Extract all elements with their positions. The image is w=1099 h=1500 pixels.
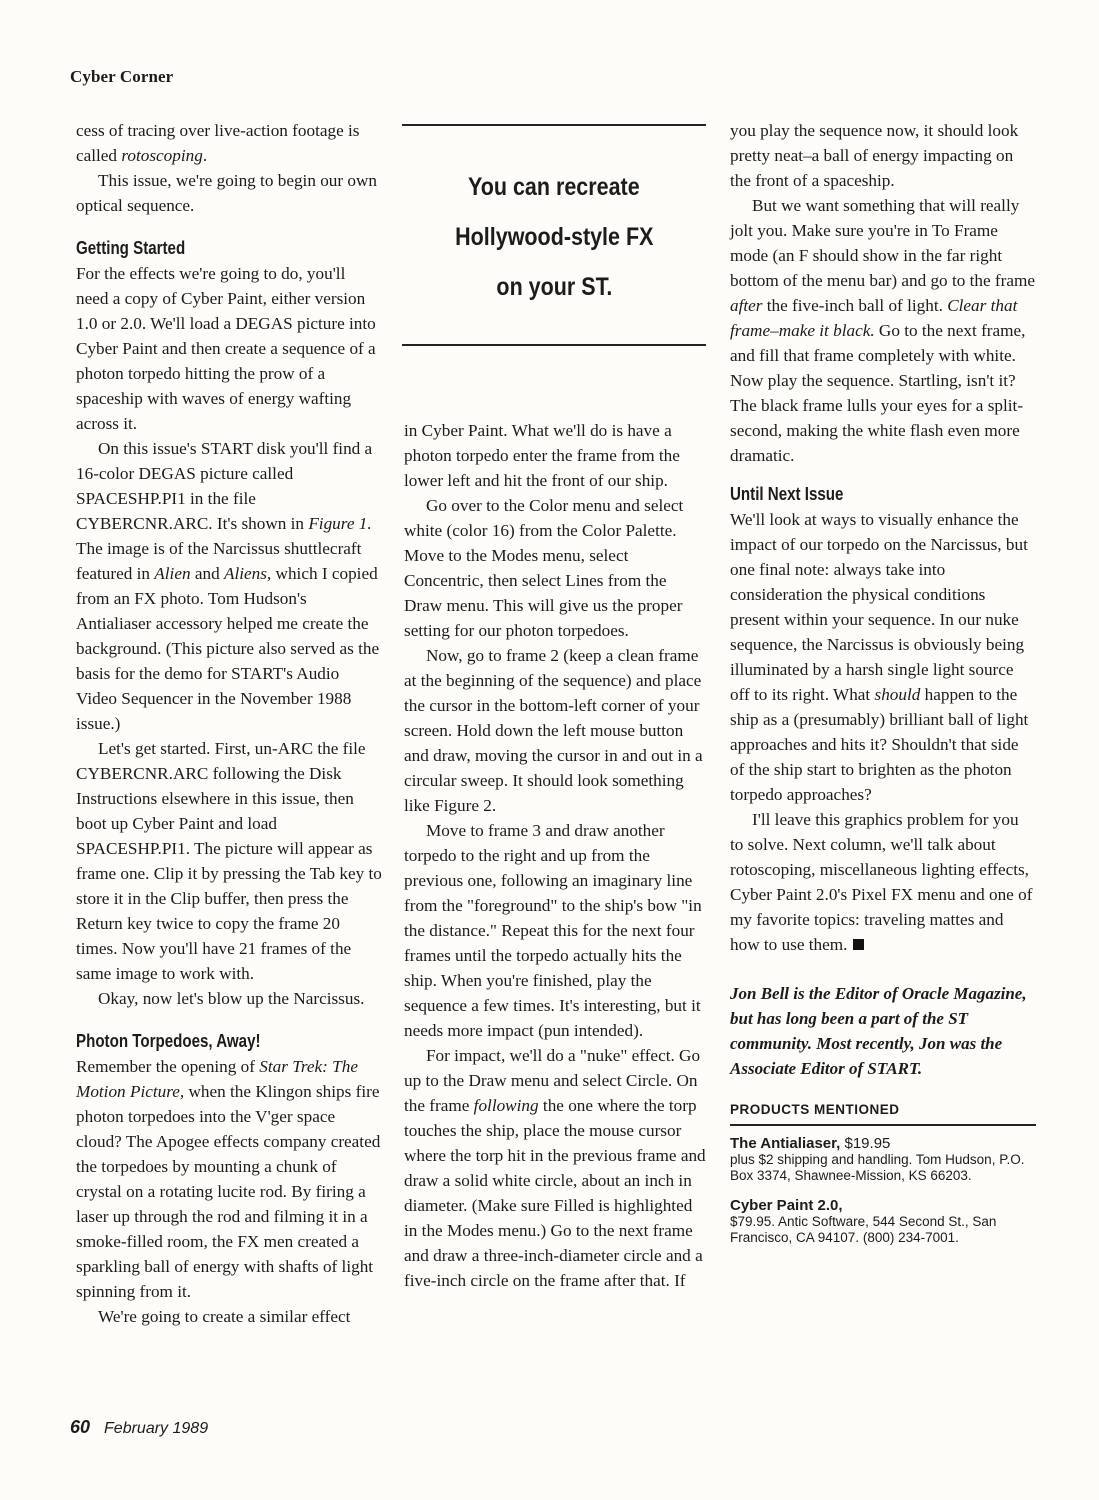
paragraph: For the effects we're going to do, you'll need a copy of Cyber Paint, either version 1.0 or 2.0. We'll load a DEGAS picture into Cyber Paint and then create a sequence of a photon torpedo hitting the prow of a spaceship with waves of energy wafting across it. bbox=[76, 264, 376, 433]
products-mentioned-heading: PRODUCTS MENTIONED bbox=[730, 1097, 1036, 1126]
section-title: Cyber Corner bbox=[70, 67, 174, 86]
end-mark-icon bbox=[853, 939, 864, 950]
column-3 bbox=[730, 118, 1036, 1246]
subheading-until-next-issue: Until Next Issue bbox=[730, 484, 844, 504]
product-price: $19.95 bbox=[840, 1135, 891, 1152]
page-number: 60 bbox=[70, 1417, 91, 1437]
paragraph: We'll look at ways to visually enhance the impact of our torpedo on the Narcissus, but one final note: always take into consideration the physical conditions present within your sequence. In our nuke sequence, the Narcissus is obviously being illuminated by a harsh single light source off to its right. What should happen to the ship as a (presumably) brilliant ball of light approaches and hits it? Shouldn't that side of the ship start to brighten as the photon torpedo approaches? bbox=[730, 510, 1029, 804]
issue-date: February 1989 bbox=[104, 1420, 209, 1437]
product-entry bbox=[730, 1136, 1036, 1184]
paragraph: Let's get started. First, un-ARC the file CYBERCNR.ARC following the Disk Instructions elsewhere in this issue, then boot up Cyber Paint and load SPACESHP.PI1. The picture will appear as frame one. Clip it by pressing the Tab key to store it in the Clip buffer, then press the Return key twice to copy the frame 20 times. Now you'll have 21 frames of the same image to work with. bbox=[76, 739, 382, 983]
paragraph: But we want something that will really jolt you. Make sure you're in To Frame mode (an F should show in the far right bottom of the menu bar) and go to the frame after the five-inch ball of light. Clear that frame–make it black. Go to the next frame, and fill that frame completely with white. Now play the sequence. Startling, isn't it? The black frame lulls your eyes for a split-second, making the white flash even more dramatic. bbox=[730, 196, 1035, 465]
pull-quote-line: on your ST. bbox=[496, 273, 612, 301]
product-details: plus $2 shipping and handling. Tom Hudson, P.O. Box 3374, Shawnee-Mission, KS 66203. bbox=[730, 1152, 1025, 1183]
subheading-getting-started: Getting Started bbox=[76, 238, 186, 258]
column-2 bbox=[404, 418, 708, 1293]
product-entry bbox=[730, 1198, 1036, 1246]
paragraph: Okay, now let's blow up the Narcissus. bbox=[98, 989, 365, 1008]
paragraph: We're going to create a similar effect bbox=[98, 1307, 351, 1326]
product-name: Cyber Paint 2.0, bbox=[730, 1197, 843, 1214]
product-name: The Antialiaser, bbox=[730, 1135, 841, 1152]
paragraph: cess of tracing over live-action footage is called rotoscoping. bbox=[76, 121, 360, 165]
product-details: $79.95. Antic Software, 544 Second St., San Francisco, CA 94107. (800) 234-7001. bbox=[730, 1214, 997, 1245]
paragraph: I'll leave this graphics problem for you to solve. Next column, we'll talk about rotoscoping, miscellaneous lighting effects, Cyber Paint 2.0's Pixel FX menu and one of my favorite topics: traveling mattes and how to use them. bbox=[730, 810, 1033, 954]
paragraph: Now, go to frame 2 (keep a clean frame at the beginning of the sequence) and place the cursor in the bottom-left corner of your screen. Hold down the left mouse button and draw, moving the cursor in and out in a circular sweep. It should look something like Figure 2. bbox=[404, 646, 703, 815]
paragraph: in Cyber Paint. What we'll do is have a photon torpedo enter the frame from the lower left and hit the front of our ship. bbox=[404, 421, 680, 490]
paragraph: Go over to the Color menu and select white (color 16) from the Color Palette. Move to the Modes menu, select Concentric, then select Lines from the Draw menu. This will give us the proper setting for our photon torpedoes. bbox=[404, 496, 684, 640]
paragraph: This issue, we're going to begin our own optical sequence. bbox=[76, 171, 378, 215]
paragraph: Remember the opening of Star Trek: The Motion Picture, when the Klingon ships fire photon torpedoes into the V'ger space cloud? The Apogee effects company created the torpedoes by mounting a chunk of crystal on a rotating lucite rod. By firing a laser up through the rod and filming it in a smoke-filled room, the FX men created a sparkling ball of energy with shafts of light spinning from it. bbox=[76, 1057, 381, 1301]
paragraph: Move to frame 3 and draw another torpedo to the right and up from the previous one, following an imaginary line from the "foreground" to the ship's bow "in the distance." Repeat this for the next four frames until the torpedo actually hits the ship. When you're finished, play the sequence a few times. It's interesting, but it needs more impact (pun intended). bbox=[404, 821, 702, 1040]
pull-quote bbox=[402, 124, 706, 346]
page-footer bbox=[70, 1417, 208, 1438]
paragraph: you play the sequence now, it should look pretty neat–a ball of energy impacting on the front of a spaceship. bbox=[730, 121, 1019, 190]
paragraph: On this issue's START disk you'll find a 16-color DEGAS picture called SPACESHP.PI1 in the file CYBERCNR.ARC. It's shown in Figure 1. The image is of the Narcissus shuttlecraft featured in Alien and Aliens, which I copied from an FX photo. Tom Hudson's Antialiaser accessory helped me create the background. (This picture also served as the basis for the demo for START's Audio Video Sequencer in the November 1988 issue.) bbox=[76, 439, 380, 733]
subheading-photon-torpedoes: Photon Torpedoes, Away! bbox=[76, 1031, 261, 1051]
column-1 bbox=[76, 118, 382, 1329]
paragraph: For impact, we'll do a "nuke" effect. Go up to the Draw menu and select Circle. On the frame following the one where the torp touches the ship, place the mouse cursor where the torp hit in the previous frame and draw a solid white circle, about an inch in diameter. (Make sure Filled is highlighted in the Modes menu.) Go to the next frame and draw a three-inch-diameter circle and a five-inch circle on the frame after that. If bbox=[404, 1046, 706, 1290]
pull-quote-line: Hollywood-style FX bbox=[454, 223, 654, 251]
author-bio: Jon Bell is the Editor of Oracle Magazine, but has long been a part of the ST community. Most recently, Jon was the Associate Editor of START. bbox=[730, 984, 1027, 1078]
pull-quote-line: You can recreate bbox=[468, 173, 640, 201]
